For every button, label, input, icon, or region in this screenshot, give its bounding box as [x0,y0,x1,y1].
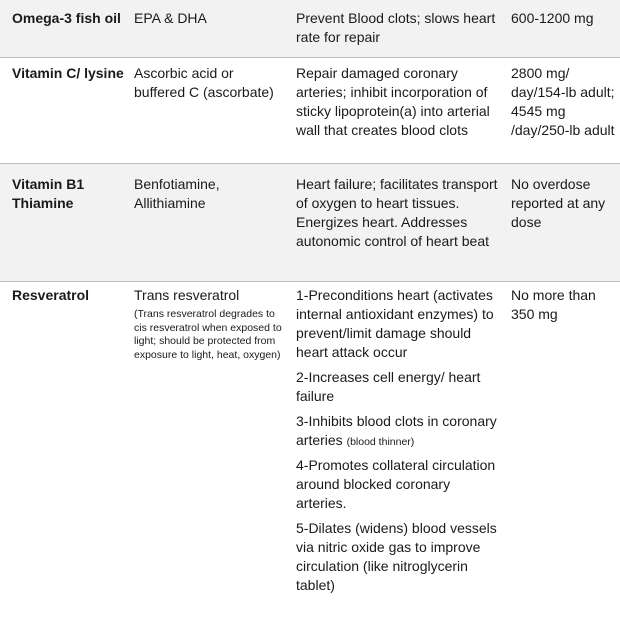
supplement-dose: 2800 mg/ day/154-lb adult; 4545 mg /day/250-lb adult [511,65,615,138]
supplement-benefit: Repair damaged coronary arteries; inhibit incorporation of sticky lipoprotein(a) into arterial wall that creates blood clots [296,65,490,138]
supplement-name: Vitamin C/ lysine [12,65,124,81]
supplement-name: Resveratrol [12,287,90,303]
supplement-form: Trans resveratrol [134,287,240,303]
supplement-name: Vitamin B1 Thiamine [12,176,85,211]
benefit-item: 5-Dilates (widens) blood vessels via nitric oxide gas to improve circulation (like nitroglycerin tablet) [296,520,497,593]
supplement-form-cell [134,286,286,362]
supplement-dose: No overdose reported at any dose [511,176,606,230]
supplement-benefit: Heart failure; facilitates transport of oxygen to heart tissues. Energizes heart. Addresses autonomic control of heart beat [296,176,498,249]
supplement-form: Ascorbic acid or buffered C (ascorbate) [134,65,274,100]
supplement-benefits [296,286,500,595]
benefit-item: 2-Increases cell energy/ heart failure [296,369,481,404]
benefit-item: 4-Promotes collateral circulation around blocked coronary arteries. [296,457,496,511]
supplement-form: Benfotiamine, Allithiamine [134,176,220,211]
supplement-form: EPA & DHA [134,10,207,26]
benefit-item: 1-Preconditions heart (activates internal antioxidant enzymes) to prevent/limit damage should heart attack occur [296,287,494,360]
supplement-form-note: (Trans resveratrol degrades to cis resveratrol when exposed to light; should be protected from exposure to light, heat, oxygen) [134,308,282,361]
supplement-dose: 600-1200 mg [511,10,594,26]
table-row [0,58,620,164]
table-row [0,164,620,282]
table-row [0,0,620,58]
supplement-dose: No more than 350 mg [511,287,596,322]
benefit-item [296,412,500,450]
benefit-note: (blood thinner) [346,436,415,448]
benefit-text: 3-Inhibits blood clots in coronary arteries [296,413,497,448]
table-row [0,282,620,625]
supplement-name: Omega-3 fish oil [12,10,121,26]
supplement-benefit: Prevent Blood clots; slows heart rate for repair [296,10,496,45]
